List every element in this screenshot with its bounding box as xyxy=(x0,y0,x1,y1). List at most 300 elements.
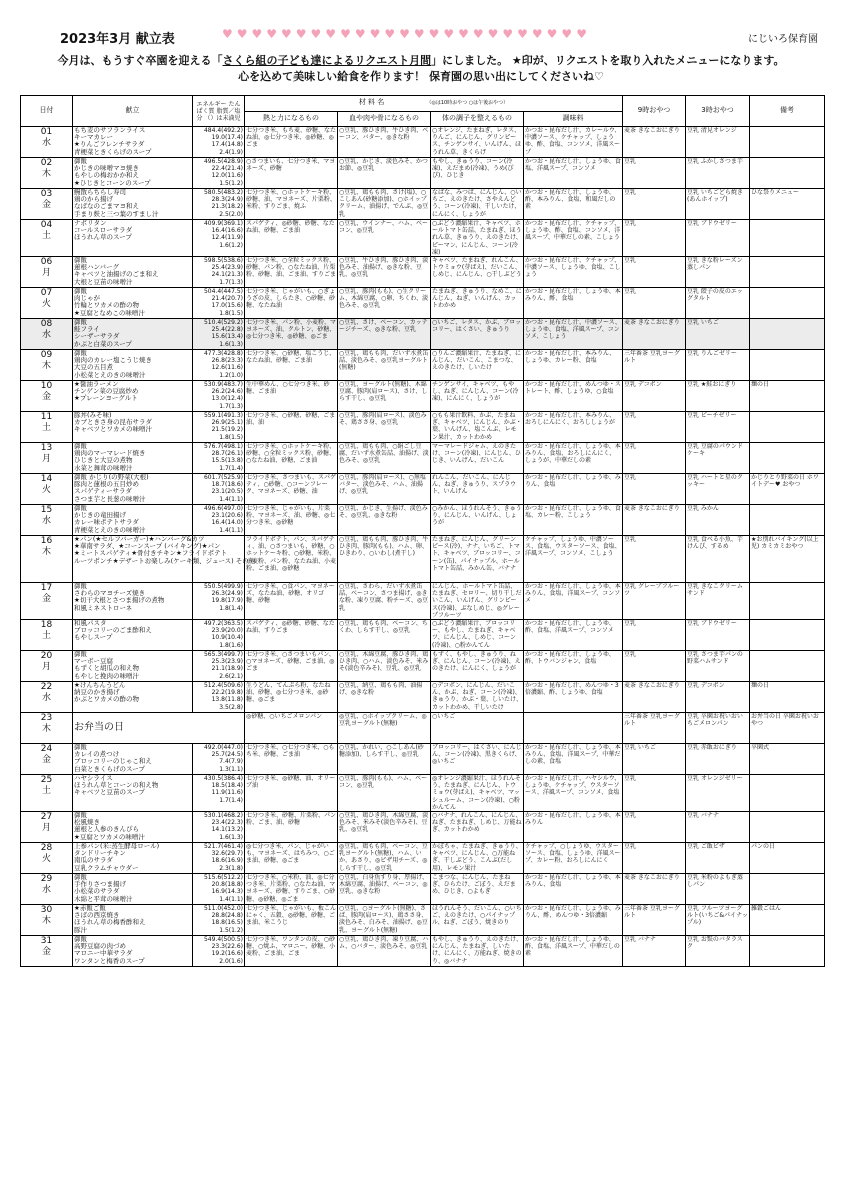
energy-cell xyxy=(193,319,245,350)
menu-cell xyxy=(73,651,193,682)
energy-cell xyxy=(193,350,245,381)
menu-item-line: 肉じゃが xyxy=(74,294,100,303)
seasoning-cell: かつお・昆布だし汁、しょうゆ、食塩、カレー粉、こしょう xyxy=(524,505,623,536)
menu-cell xyxy=(73,381,193,412)
snack9-cell: 豆乳 バナナ xyxy=(623,936,686,967)
energy-cell xyxy=(193,288,245,319)
menu-item-line: 御飯 xyxy=(74,442,87,451)
energy-cell xyxy=(193,744,245,775)
date-weekday: 木 xyxy=(41,916,51,927)
energy-value-line: 1.4(1.1) xyxy=(219,895,243,903)
remarks-cell xyxy=(750,620,825,651)
energy-value-line: 504.4(447.5) xyxy=(203,288,243,296)
date-weekday: 木 xyxy=(41,361,51,372)
menu-item-line: ★華南サラダ、★コーンスープ (バイキング)★パン xyxy=(74,542,221,551)
date-weekday: 水 xyxy=(41,516,51,527)
energy-cell xyxy=(193,505,245,536)
ingredient-blood-cell: ○豆乳、豚肉(肩ロース)、淡色みそ、鶏ささ身、◎豆乳 xyxy=(338,412,431,443)
snack3-cell: 豆乳 清見オレンジ xyxy=(686,127,750,158)
date-weekday: 水 xyxy=(41,693,51,704)
energy-value-line: 580.5(483.2) xyxy=(203,189,243,196)
seasoning-cell: かつお・昆布だし汁、中濃ソース、しょうゆ、食塩、洋風スープ、コンソメ、こしょう xyxy=(524,319,623,350)
menu-item-line: 和風パスタ xyxy=(74,619,107,628)
menu-item-line: ★醤油ラーメン xyxy=(74,380,119,389)
menu-item-line: 御飯 xyxy=(74,935,87,944)
menu-item-line: ★切干大根とさつま揚げの煮物 xyxy=(74,596,165,605)
date-weekday: 月 xyxy=(41,454,51,465)
menu-item-line: キャベツと豆苗のスープ xyxy=(74,788,145,797)
energy-value-line: 18.7(18.6) xyxy=(211,481,243,489)
snack3-cell: 豆乳 きなこクリームサンド xyxy=(686,583,750,620)
menu-item-line: もやしスープ xyxy=(74,633,113,642)
menu-cell xyxy=(73,158,193,189)
remarks-cell: 麺の日 xyxy=(750,682,825,713)
ingredient-blood-cell: ○豆乳、鶏もも肉、○絹ごし豆腐、だいず水煮缶詰、油揚げ、淡色みそ、◎豆乳 xyxy=(338,443,431,474)
snack3-cell: 豆乳 フルーツヨーグルト(いちご&パイナップル) xyxy=(686,905,750,936)
energy-value-line: 26.8(23.3) xyxy=(211,357,243,365)
menu-item-line: 御飯 xyxy=(74,318,87,327)
energy-value-line: 18.5(18.4) xyxy=(211,782,243,790)
energy-value-line: 20.8(18.8) xyxy=(211,881,243,889)
date-weekday: 金 xyxy=(41,594,51,605)
menu-item-line: カレイの煮つけ xyxy=(74,750,120,759)
energy-value-line: 19.2(16.6) xyxy=(211,950,243,958)
menu-cell xyxy=(73,583,193,620)
menu-item-line: さつま芋と長葱の味噌汁 xyxy=(74,494,146,503)
date-cell xyxy=(21,775,73,812)
table-row xyxy=(21,505,825,536)
remarks-cell xyxy=(750,775,825,812)
energy-value-line: 477.3(428.8) xyxy=(203,350,243,358)
menu-cell xyxy=(73,127,193,158)
ingredient-red-cell: 七分つき米、○七分つき米、○もち米、砂糖、ごま油 xyxy=(245,744,338,775)
energy-value-line: 2.3(1.8) xyxy=(219,864,243,872)
ingredient-body-cell: なばな、みつば、にんじん、○いちご、えのきたけ、さやえんどう、コーン(冷凍)、干しいたけ、にんにく、しょうが xyxy=(431,189,524,220)
ingredient-body-cell: ○ぶどう濃縮果汁、ブロッコリー、もやし、たまねぎ、キャベツ、にんじん、しめじ、コーン(冷凍)、○粉かんてん xyxy=(431,620,524,651)
snack9-cell: 麦茶 きなこおにぎり xyxy=(623,505,686,536)
ingredient-body-cell: かぼちゃ、たまねぎ、きゅうり、キャベツ、にんじん、○万能ねぎ、干しぶどう、こんぶ(だし用)、レモン果汁 xyxy=(432,843,522,872)
date-day: 16 xyxy=(40,536,53,547)
date-cell xyxy=(21,843,73,874)
energy-value-line: 18.8(16.5) xyxy=(211,919,243,927)
energy-value-line: 496.6(497.0) xyxy=(203,505,243,513)
snack3-cell: 豆乳 ★鮭おにぎり xyxy=(686,381,750,412)
seasoning-cell: ケチャップ、しょうゆ、中濃ソース、食塩、ウスターソース、食塩、洋風スープ、コンソメ、こしょう xyxy=(524,536,623,583)
remarks-cell xyxy=(750,443,825,474)
snack9-cell: 豆乳 グレープフルーツ xyxy=(623,583,686,620)
date-weekday: 木 xyxy=(41,547,51,558)
seasoning-cell: かつお・昆布だし汁、しょうゆ、食塩、洋風スープ、コンソメ xyxy=(524,158,623,189)
snack3-cell: 豆乳 バナナ xyxy=(686,812,750,843)
seasoning-cell: かつお・昆布だし汁、本みりん、しょうゆ、カレー粉、食塩 xyxy=(524,350,623,381)
table-row xyxy=(21,905,825,936)
menu-item-line: ほうれん草とコーンの和え物 xyxy=(74,781,159,790)
ingredient-blood-cell: ○豆乳、豚肉(もも)、○生クリーム、木綿豆腐、○卵、ちくわ、淡色みそ、◎豆乳 xyxy=(338,288,431,319)
date-weekday: 土 xyxy=(41,423,51,434)
seasoning-cell: かつお・昆布だし汁、しょうゆ、酢、食塩、洋風スープ、コンソメ xyxy=(524,620,623,651)
energy-value-line: 1.4(1.1) xyxy=(219,495,243,503)
energy-value-line: 511.0(452.0) xyxy=(203,905,243,913)
menu-cell xyxy=(73,257,193,288)
date-weekday: 水 xyxy=(41,138,51,148)
date-day: 11 xyxy=(40,412,53,423)
menu-cell xyxy=(73,505,193,536)
seasoning-cell: かつお・昆布だし汁、めんつゆ・3倍濃縮、酢、しょうゆ、食塩 xyxy=(524,682,623,713)
col-body: 体の調子を整えるもの xyxy=(431,111,524,127)
seasoning-cell: かつお・昆布だし汁、しょうゆ、酢、トウバンジャン、食塩 xyxy=(524,651,623,682)
ingredient-blood-cell: ◎豆乳、鶏もも肉、ベーコン、豆乳ヨーグルト(無糖)、ハム、いか、あさり、◎ピザ用チーズ、◎しらす干し、◎豆乳 xyxy=(338,843,431,874)
menu-item-line: 白菜ときくらげのスープ xyxy=(74,764,145,773)
snack3-cell: 豆乳 餃子の皮のエッグタルト xyxy=(686,288,750,319)
snack3-cell: 豆乳 さつま芋パンの野菜ハムサンド xyxy=(686,651,750,682)
date-day: 07 xyxy=(40,288,53,299)
menu-item-line: 大根と豆苗の味噌汁 xyxy=(74,277,133,286)
table-row xyxy=(21,257,825,288)
date-cell xyxy=(21,536,73,583)
remarks-cell xyxy=(750,257,825,288)
remarks-cell: ひな祭りメニュー xyxy=(750,189,825,220)
energy-value-line: 1.6(1.2) xyxy=(219,241,243,249)
menu-cell xyxy=(73,620,193,651)
table-row xyxy=(21,443,825,474)
table-row xyxy=(21,583,825,620)
date-day: 28 xyxy=(40,843,53,854)
ingredient-red-cell: 七分つき米、○ホットケーキ粉、砂糖、○全粒ミックス粉、砂糖、○なたね油、砂糖、ごま油 xyxy=(245,443,338,474)
date-weekday: 火 xyxy=(41,854,51,865)
snack9-cell: 豆乳 xyxy=(623,443,686,474)
date-day: 18 xyxy=(40,620,53,631)
menu-item-line: コールスローサラダ xyxy=(74,226,133,235)
ingredient-body-cell: たまねぎ、にんじん、グリーンピース(冷)、ナナ、いちご、トマト、キャベツ、ブロッコリー、コーン(缶)、パイナップル、ホールトマト缶詰、みかん缶、バナナ xyxy=(431,536,524,583)
col-blood: 血や肉や骨になるもの xyxy=(338,111,431,127)
col-menu: 献立 xyxy=(73,96,193,127)
menu-item-line: 豚汁 xyxy=(74,925,87,934)
menu-cell xyxy=(73,350,193,381)
energy-value-line: 26.9(25.1) xyxy=(211,419,243,427)
ingredient-blood-cell: ○豆乳、鶏ひき肉、木綿豆腐、淡色みそ、米みそ(淡色辛みそ)、豆乳、◎豆乳 xyxy=(338,812,431,843)
date-day: 17 xyxy=(40,583,53,594)
menu-item-line: 鶏のから揚げ xyxy=(74,195,113,204)
snack3-cell: 豆乳 ふかしさつま芋 xyxy=(686,158,750,189)
ingredient-red-cell: ◎七分つき米、パン、じゃがいも、マヨネーズ、はちみつ、○ごま油、砂糖、◎ごま xyxy=(245,843,338,874)
intro-line-1 xyxy=(0,52,842,68)
date-day: 29 xyxy=(40,874,53,885)
energy-cell xyxy=(193,620,245,651)
menu-item-line: 御飯 xyxy=(74,256,87,265)
menu-item-line: キャベツと油揚げのごま和え xyxy=(74,270,159,279)
energy-value-line: 598.5(538.6) xyxy=(203,257,243,265)
menu-item-line: 小松菜とえのきの味噌汁 xyxy=(74,370,146,379)
date-cell xyxy=(21,905,73,936)
ingredient-blood-cell: ○豆乳、豚肉(もも)、ハム、ベーコン、◎豆乳 xyxy=(338,775,431,812)
date-day: 22 xyxy=(40,682,53,693)
col-ingredients xyxy=(245,96,623,112)
energy-value-line: 23.4(22.3) xyxy=(211,819,243,827)
ingredient-blood-cell: ○豆乳、木綿豆腐、豚ひき肉、鶏ひき肉、○ハム、淡色みそ、米みそ(淡色辛みそ)、豆乳、◎豆乳 xyxy=(338,651,431,682)
menu-cell xyxy=(73,905,193,936)
remarks-cell: 雑穀ごはん xyxy=(750,905,825,936)
remarks-cell xyxy=(750,505,825,536)
date-day: 01 xyxy=(40,127,53,137)
menu-item-line: 手作りさつま揚げ xyxy=(74,880,126,889)
menu-item-line: ほうれん草のスープ xyxy=(74,233,132,242)
menu-item-line: ★赤飯ご飯 xyxy=(74,904,106,913)
ingredient-body-cell: ○オレンジ、たまねぎ、レタス、りんご、にんじん、グリンピース、チンゲンサイ、いんげん、ほうれん草、きくらげ xyxy=(431,127,524,158)
menu-item-line: 鶏肉のカレー塩こうじ焼き xyxy=(74,356,152,365)
snack3-cell: 豆乳 豆腐のパウンドケーキ xyxy=(686,443,750,474)
energy-value-line: 19.0(17.4) xyxy=(211,134,243,142)
menu-item-line: 鰻散らちらし寿司 xyxy=(74,188,126,196)
menu-item-line: もずくと胡瓜の和え物 xyxy=(74,664,139,673)
ingredient-body-cell: キャベツ、たまねぎ、れんこん、トウミョウ(芽ばえ)、だいこん、しめじ、にんじん、○干しぶどう xyxy=(431,257,524,288)
ingredient-body-cell: ○デコポン、にんじん、だいこん、かぶ、ねぎ、コーン(冷凍)、きゅうり、かぶ・葉、しいたけ、カットわかめ、干しいたけ xyxy=(432,682,523,711)
energy-value-line: 26.2(24.6) xyxy=(211,388,243,396)
menu-item-line: もやしと挽肉の味噌汁 xyxy=(74,671,139,680)
energy-value-line: 13.8(11.8) xyxy=(211,696,243,704)
ingredient-red-cell: 七分つき米、○全粒ミックス粉、砂糖、パン粉、○なたね油、片栗粉、砂糖、油、ごま油、すりごま xyxy=(245,257,338,288)
energy-value-line: 1.6(1.3) xyxy=(219,833,243,841)
ingredient-red-cell: 七分つき米、じゃがいも、片栗粉、マヨネーズ、油、砂糖、◎七分つき米、◎砂糖 xyxy=(245,505,338,536)
table-row xyxy=(21,812,825,843)
energy-value-line: 492.0(447.0) xyxy=(203,744,243,752)
energy-value-line: 32.6(29.7) xyxy=(211,850,243,858)
snack9-cell: 豆乳 xyxy=(623,620,686,651)
seasoning-cell: ケチャップ、○しょうゆ、ウスターソース、食塩、しょうゆ、洋風スープ、カレー粉、おろしにんにく xyxy=(524,843,623,874)
menu-item-line: 上参パン(米:蒸生酵母ロール) xyxy=(74,842,160,851)
ingredient-red-cell: 七分つき米、砂糖、片栗粉、パン粉、ごま、油、砂糖 xyxy=(245,812,338,843)
seasoning-cell: かつお・昆布だし汁、ケチャップ、中濃ソース、しょうゆ、食塩、こしょう xyxy=(524,257,623,288)
energy-value-line: 15.6(13.4) xyxy=(211,333,243,341)
energy-cell xyxy=(193,936,245,967)
energy-value-line: 19.8(17.9) xyxy=(211,597,243,605)
menu-item-line: 鮭フライ xyxy=(74,325,100,334)
snack9-cell: 豆乳 xyxy=(623,288,686,319)
energy-value-line: 515.6(512.2) xyxy=(203,874,243,882)
energy-value-line: 26.3(24.9) xyxy=(211,590,243,598)
date-weekday: 月 xyxy=(41,268,51,279)
snack3-cell: 豆乳 米粉のよもぎ蒸しパン xyxy=(686,874,750,905)
snack3-cell: 豆乳 デコポン xyxy=(686,682,750,713)
ingredient-body-cell: れんこん、だいこん、にんじん、ねぎ、きゅうり、スプラウト、いんげん xyxy=(431,474,524,505)
ingredient-red-cell: 七分つき米、○米粉、油、◎七分つき米、片栗粉、○なたね油、マヨネーズ、砂糖、すりごま、○砂糖、◎砂糖、◎ごま xyxy=(245,874,338,905)
menu-item-line: シーザーサラダ xyxy=(74,332,120,341)
snack3-cell: 豆乳 ご飯ピザ xyxy=(686,843,750,874)
seasoning-cell: かつお・昆布だし汁、しょうゆ、本みりん、食塩、洋風スープ、コンソメ xyxy=(524,583,623,620)
energy-value-line: 25.7(24.5) xyxy=(211,751,243,759)
date-day: 04 xyxy=(40,220,53,230)
snack9-cell: 三年番茶 豆乳ヨーグルト xyxy=(623,905,686,936)
menu-body xyxy=(21,127,825,967)
energy-value-line: 13.0(12.4) xyxy=(211,395,243,403)
date-weekday: 金 xyxy=(41,947,51,958)
menu-item-line: 御飯 かじり(の野菜(大根) xyxy=(74,473,149,482)
remarks-cell: ★お別れバイキング(以上児) カミカミおやつ xyxy=(750,536,825,583)
seasoning-cell: かつお・昆布だし汁、しょうゆ、みりん、食塩 xyxy=(524,474,623,505)
ingredient-red-cell: 七分つき米、もち麦、砂糖、なたね油、◎七分つき米、◎砂糖、◎ごま xyxy=(245,127,338,158)
table-row xyxy=(21,843,825,874)
menu-item-line: キーマカレー xyxy=(74,133,113,142)
snack9-cell: 麦茶 きなこおにぎり xyxy=(623,127,686,158)
seasoning-cell: かつお・昆布だし汁、ケチャップ、しょうゆ、酢、食塩、コンソメ、洋風スープ、中華だしの素、こしょう xyxy=(524,220,623,257)
date-weekday: 月 xyxy=(41,823,51,834)
energy-value-line: 565.3(499.7) xyxy=(203,651,243,659)
ingredient-red-cell: 七分つき米、パン粉、小麦粉、マヨネーズ、油、クルトン、砂糖、◎七分つき米、◎砂糖、◎ごま xyxy=(245,319,338,350)
date-day: 09 xyxy=(40,350,53,361)
ingredient-body-cell: ○りんご濃縮果汁、たまねぎ、にんじん、だいこん、こまつな、えのきたけ、しいたけ xyxy=(431,350,524,381)
date-day: 30 xyxy=(40,905,53,916)
header-row-1 xyxy=(21,96,825,112)
energy-value-line: 510.4(529.2) xyxy=(203,319,243,327)
date-day: 20 xyxy=(40,651,53,662)
remarks-cell xyxy=(750,583,825,620)
menu-item-line: 御飯 xyxy=(74,349,87,358)
snack3-cell: 豆乳 ブドウゼリー xyxy=(686,220,750,257)
menu-item-line: カブときさ身の昆布サラダ xyxy=(74,418,152,427)
ingredient-blood-cell: ○豆乳、かじき、生揚げ、淡色みそ、◎豆乳、◎きな粉 xyxy=(338,505,431,536)
energy-cell xyxy=(193,843,245,874)
energy-value-line: 1.7(1.4) xyxy=(219,796,243,804)
table-row xyxy=(21,474,825,505)
seasoning-cell: かつお・昆布だし汁、しょうゆ、本みりん xyxy=(524,812,623,843)
energy-value-line: 14.1(13.2) xyxy=(211,826,243,834)
menu-cell: お弁当の日 xyxy=(73,713,245,744)
intro-suffix: 」にしました。 ★印が、リクエストを取り入れたメニューになります。 xyxy=(431,54,785,67)
remarks-cell xyxy=(750,288,825,319)
ingredient-red-cell: ○さつまいも、七分つき米、マヨネーズ、砂糖 xyxy=(245,158,338,189)
snack3-cell: 豆乳 お麩のバタラスク xyxy=(686,936,750,967)
menu-item-line: 大豆の五目煮 xyxy=(74,363,113,372)
menu-item-line: ★けんちんうどん xyxy=(74,681,126,690)
date-day: 02 xyxy=(40,158,53,168)
menu-item-line: 南瓜のサラダ xyxy=(74,856,113,865)
remarks-cell xyxy=(750,936,825,967)
snack9-cell: 豆乳 xyxy=(623,158,686,189)
energy-value-line: 10.9(10.4) xyxy=(211,634,243,642)
ingredient-red-cell: 七分つき米、○砂糖、砂糖、ごま油、油 xyxy=(245,412,338,443)
date-weekday: 月 xyxy=(41,662,51,673)
energy-value-line: 1.4(1.1) xyxy=(219,526,243,534)
table-row xyxy=(21,713,825,744)
energy-value-line: 12.6(11.6) xyxy=(211,364,243,372)
snack3-cell: 豆乳 ハートと星のクッキー xyxy=(686,474,750,505)
remarks-cell: お弁当の日 卒園お祝いおやつ xyxy=(750,713,825,744)
energy-cell xyxy=(193,812,245,843)
ingredient-body-cell: ○ぶどう濃縮果汁、キャベツ、ホールトマト缶詰、たまねぎ、ほうれん草、きゅうり、えのきたけ、ピーマン、にんじん、コーン(冷凍) xyxy=(432,220,522,256)
date-day: 14 xyxy=(40,474,53,485)
energy-value-line: 1.8(1.5) xyxy=(219,433,243,441)
remarks-cell xyxy=(750,127,825,158)
energy-value-line: 28.3(24.9) xyxy=(211,196,243,204)
snack3-cell: 豆乳 いちごどら焼き(あんホイップ) xyxy=(686,189,750,220)
snack9-cell: 三年番茶 豆乳ヨーグルト xyxy=(623,350,686,381)
menu-cell xyxy=(73,843,193,874)
date-weekday: 金 xyxy=(41,755,51,766)
menu-cell xyxy=(73,412,193,443)
menu-item-line: 御飯 xyxy=(74,287,87,296)
date-weekday: 土 xyxy=(41,631,51,642)
energy-value-line: 3.5(2.8) xyxy=(219,703,243,711)
menu-cell xyxy=(73,189,193,220)
ingredient-red-cell: 七分つき米、○食パン、マヨネーズ、なたね油、砂糖、オリゴ糖、砂糖 xyxy=(245,583,338,620)
ingredient-blood-cell: ◎豆乳、○ホイップクリーム、◎豆乳ヨーグルト(無糖) xyxy=(338,713,431,744)
energy-value-line: 2.5(2.0) xyxy=(219,210,243,218)
ingredient-blood-cell: ○豆乳、さわら、だいず水煮缶詰、ベーコン、さつま揚げ、◎きな粉、凍り豆腐、粉チーズ、◎豆乳 xyxy=(338,583,431,620)
date-cell xyxy=(21,874,73,905)
energy-value-line: 496.5(428.9) xyxy=(203,158,243,165)
energy-value-line: 21.3(18.2) xyxy=(211,203,243,211)
date-day: 03 xyxy=(40,189,53,199)
energy-value-line: 16.4(16.6) xyxy=(211,227,243,235)
energy-value-line: 23.3(22.6) xyxy=(211,943,243,951)
menu-item-line: ★ミートスパゲティ★骨付きチキン★フライドポテト xyxy=(74,549,228,558)
menu-item-line: カレー味ポテトサラダ xyxy=(74,518,139,527)
snack3-cell: 豆乳 オレンジゼリー xyxy=(686,775,750,812)
menu-item-line: 松風焼き xyxy=(74,818,100,827)
energy-value-line: 25.4(23.9) xyxy=(211,264,243,272)
energy-value-line: 549.4(500.5) xyxy=(203,936,243,944)
snack3-cell: 豆乳 いちご xyxy=(686,319,750,350)
date-cell xyxy=(21,505,73,536)
energy-value-line: 16.4(14.0) xyxy=(211,519,243,527)
menu-item-line: チンゲン菜の豆腐炒め xyxy=(74,387,139,396)
energy-value-line: 25.4(22.8) xyxy=(211,326,243,334)
snack3-cell: 豆乳 赤飯おにぎり xyxy=(686,744,750,775)
intro-prefix: 今月は、もうすぐ卒園を迎える「 xyxy=(57,54,223,67)
menu-item-line: ★豆腐とワカメの味噌汁 xyxy=(74,832,145,841)
remarks-cell xyxy=(750,319,825,350)
ingredient-red-cell: 七分つき米、じゃがいも、板こんにゃく、五穀、◎砂糖、砂糖、ごま油、米こうじ xyxy=(245,905,338,936)
ingredient-body-cell: たまねぎ、きゅうり、なめこ、にんじん、ねぎ、いんげん、カットわかめ xyxy=(431,288,524,319)
energy-value-line: 1.8(1.5) xyxy=(219,309,243,317)
energy-value-line: 550.5(499.9) xyxy=(203,583,243,591)
date-cell xyxy=(21,381,73,412)
energy-value-line: 11.9(11.6) xyxy=(211,789,243,797)
date-weekday: 土 xyxy=(41,231,51,241)
table-row xyxy=(21,536,825,583)
date-cell xyxy=(21,443,73,474)
ingredient-blood-cell: ○豆乳、豚肉(肩ロース)、○無塩バター、淡色みそ、ハム、油揚げ、◎豆乳 xyxy=(338,474,431,505)
menu-item-line: 高野豆腐の肉づめ xyxy=(74,942,126,951)
table-row xyxy=(21,775,825,812)
ingredient-body-cell: もやし、きゅうり、コーン(冷凍)、えだまめ(冷凍)、うめ(ぴぴ)、ひじき xyxy=(431,158,524,189)
energy-value-line: 1.5(1.2) xyxy=(219,926,243,934)
ingredients-label: 材 料 名 xyxy=(358,98,385,107)
energy-value-line: 1.6(1.3) xyxy=(219,340,243,348)
energy-value-line: 1.2(1.0) xyxy=(219,371,243,379)
date-weekday: 木 xyxy=(41,169,51,179)
menu-item-line: 手まり麩と三つ葉のすまし汁 xyxy=(74,209,159,218)
seasoning-cell: かつお・昆布だし汁、めんつゆ・ストレート、酢、しょうゆ、○食塩 xyxy=(524,381,623,412)
date-cell xyxy=(21,127,73,158)
ingredient-red-cell: 七分つき米、さつまいも、スパゲティ、○砂糖、○コーンフレーク、マヨネーズ、砂糖、油 xyxy=(245,474,338,505)
energy-value-line: 12.4(11.9) xyxy=(211,234,243,242)
date-cell xyxy=(21,288,73,319)
ingredient-blood-cell: ○豆乳、鶏もも肉、ベーコン、ちくわ、しらす干し、◎豆乳 xyxy=(338,620,431,651)
remarks-cell xyxy=(750,158,825,189)
menu-item-line: ★ひじきとコーンのスープ xyxy=(74,178,151,187)
ingredient-body-cell: ほうれんそう、だいこん、○いちご、えのきたけ、○パイナップル、ねぎ、ごぼう、焼きのり xyxy=(431,905,524,936)
menu-table xyxy=(20,95,825,967)
menu-item-line: ひじきと大豆の煮物 xyxy=(74,456,133,465)
energy-value-line: 1.3(1.1) xyxy=(219,765,243,773)
menu-item-line: 豚丼(みそ味) xyxy=(74,411,112,420)
energy-value-line: 22.4(21.4) xyxy=(211,165,243,173)
menu-cell xyxy=(73,812,193,843)
remarks-cell xyxy=(750,812,825,843)
remarks-cell xyxy=(750,651,825,682)
menu-item-line: 御飯 xyxy=(74,743,87,752)
energy-value-line: 17.0(15.6) xyxy=(211,302,243,310)
